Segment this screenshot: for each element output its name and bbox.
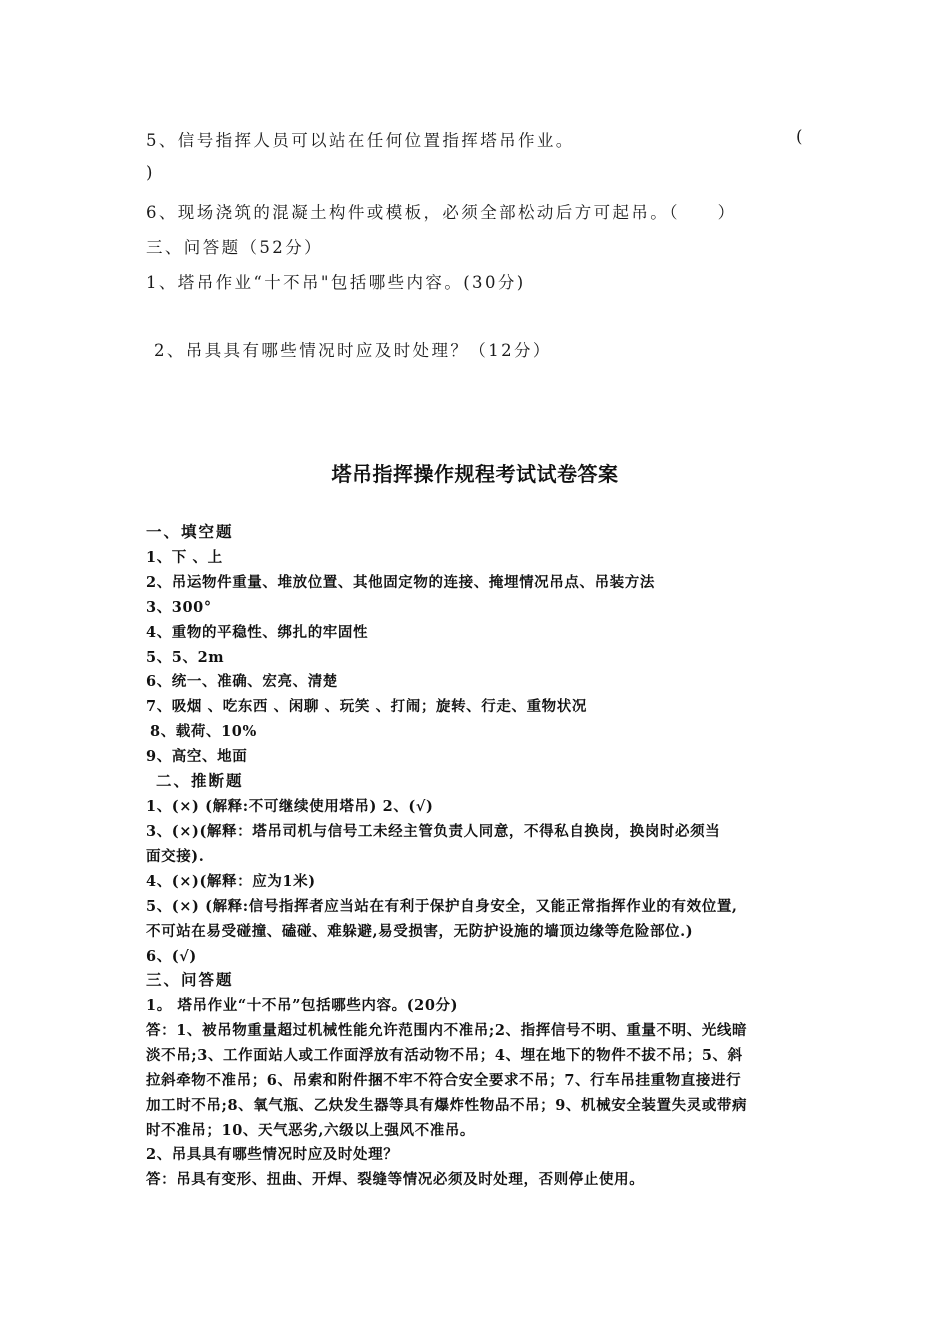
judge-answer: 3、(×)(解释：塔吊司机与信号工未经主管负责人同意，不得私自换岗，换岗时必须当 bbox=[146, 823, 721, 840]
qa-answer-1-line: 加工时不吊;8、氧气瓶、乙炔发生器等具有爆炸性物品不吊；9、机械安全装置失灵或带病 bbox=[146, 1097, 748, 1114]
judge-answer: 5、(×) (解释:信号指挥者应当站在有利于保护自身安全，又能正常指挥作业的有效位置, bbox=[146, 898, 738, 915]
question-5-open-paren: ( bbox=[796, 127, 805, 146]
fill-answer: 4、重物的平稳性、绑扎的牢固性 bbox=[146, 624, 369, 641]
qa-answer-1-line: 淡不吊;3、工作面站人或工作面浮放有活动物不吊；4、埋在地下的物件不拔不吊；5、斜 bbox=[146, 1047, 743, 1064]
fill-answer: 9、高空、地面 bbox=[146, 748, 248, 765]
page-title: 塔吊指挥操作规程考试试卷答案 bbox=[331, 462, 619, 486]
question-5: 5、信号指挥人员可以站在任何位置指挥塔吊作业。 bbox=[146, 131, 575, 150]
fill-answer: 7、吸烟 、吃东西 、闲聊 、玩笑 、打闹；旋转、行走、重物状况 bbox=[146, 698, 587, 715]
section-3-heading: 三、问答题（52分） bbox=[146, 238, 323, 257]
fill-answer: 5、5、2m bbox=[146, 649, 225, 666]
qa-answer-2-text: 答：吊具有变形、扭曲、开焊、裂缝等情况必须及时处理，否则停止使用。 bbox=[146, 1171, 645, 1188]
qa-answer-1-line: 答：1、被吊物重量超过机械性能允许范围内不准吊;2、指挥信号不明、重量不明、光线暗 bbox=[146, 1022, 748, 1039]
judge-answer: 面交接). bbox=[146, 848, 205, 865]
fill-answer: 1、下 、上 bbox=[146, 549, 223, 566]
question-6: 6、现场浇筑的混凝土构件或模板，必须全部松动后方可起吊。（ ） bbox=[146, 203, 737, 222]
judge-answer: 不可站在易受碰撞、磕碰、难躲避,易受损害，无防护设施的墙顶边缘等危险部位.) bbox=[146, 923, 694, 940]
qa-heading: 三、问答题 bbox=[146, 970, 234, 989]
qa-answer-1-line: 拉斜牵物不准吊；6、吊索和附件捆不牢不符合安全要求不吊；7、行车吊挂重物直接进行 bbox=[146, 1072, 742, 1089]
fill-heading: 一、填空题 bbox=[146, 522, 234, 541]
qa-answer-2-question: 2、吊具具有哪些情况时应及时处理？ bbox=[146, 1146, 399, 1163]
qa-question-2: 2、吊具具有哪些情况时应及时处理？（12分） bbox=[154, 341, 552, 360]
judge-answer: 4、(×)(解释：应为1米) bbox=[146, 873, 316, 890]
fill-answer: 8、载荷、10% bbox=[150, 723, 257, 740]
fill-answer: 2、吊运物件重量、堆放位置、其他固定物的连接、掩埋情况吊点、吊装方法 bbox=[146, 574, 655, 591]
fill-answer: 6、统一、准确、宏亮、清楚 bbox=[146, 673, 338, 690]
question-5-close-paren: ) bbox=[146, 163, 155, 182]
judge-heading: 二、推断题 bbox=[156, 771, 244, 790]
judge-answer: 1、(×) (解释:不可继续使用塔吊) 2、(√) bbox=[146, 798, 434, 815]
qa-question-1: 1、塔吊作业“十不吊"包括哪些内容。(30分) bbox=[146, 273, 526, 292]
qa-answer-1-line: 时不准吊；10、天气恶劣,六级以上强风不准吊。 bbox=[146, 1122, 476, 1139]
qa-answer-1-question: 1。 塔吊作业“十不吊”包括哪些内容。(20分) bbox=[146, 997, 459, 1014]
judge-answer: 6、(√) bbox=[146, 948, 197, 965]
fill-answer: 3、300° bbox=[146, 599, 212, 616]
